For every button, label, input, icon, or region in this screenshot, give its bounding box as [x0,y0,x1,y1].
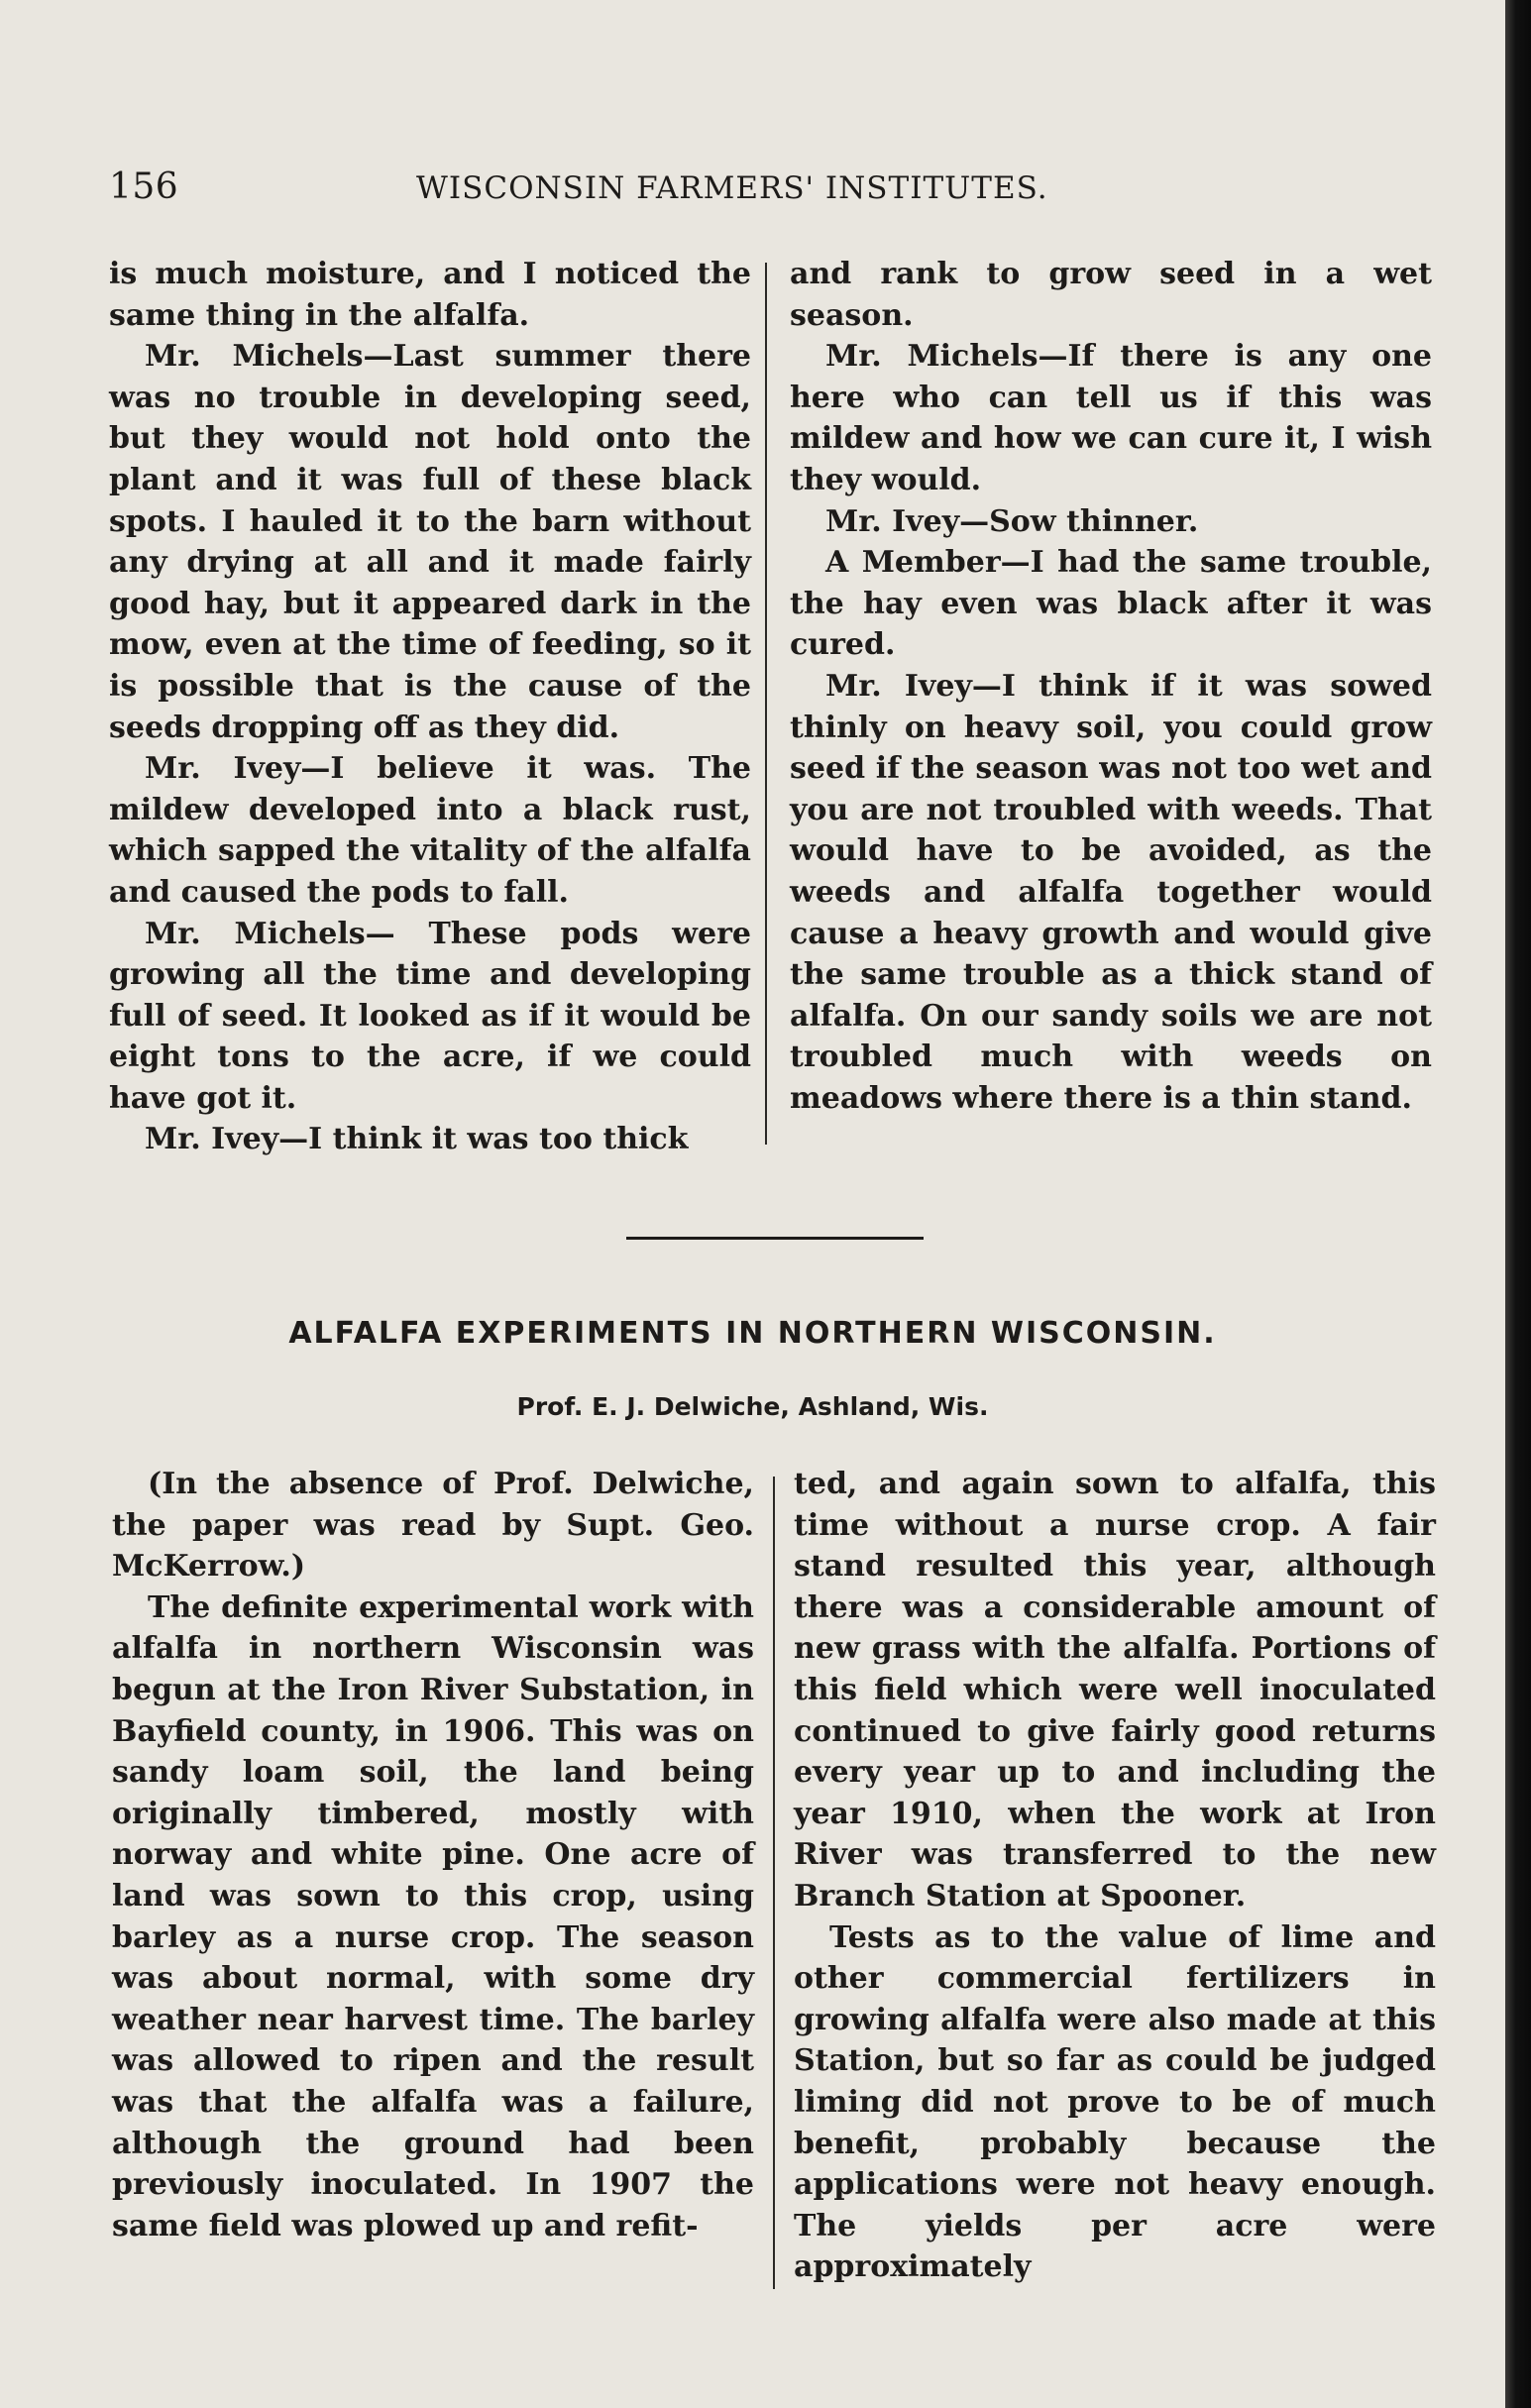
column-divider [773,1477,775,2289]
paragraph: Mr. Michels—Last summer there was no trouble in developing seed, but they would not hold onto the plant and it was full of these black spots. I hauled it to the barn without any drying at all and it made fairly good hay, but it appeared dark in the mow, even at the time of feeding, so it is possible that is the cause of the seeds dropping off as they did. [109,339,751,745]
article-byline: Prof. E. J. Delwiche, Ashland, Wis. [516,1392,989,1421]
paragraph: Mr. Michels—If there is any one here who can tell us if this was mildew and how we can cure it, I wish they would. [790,339,1432,497]
paragraph: (In the absence of Prof. Delwiche, the paper was read by Supt. Geo. McKerrow.) [112,1467,754,1585]
discussion-left-column [109,254,751,1160]
paragraph: ted, and again sown to alfalfa, this time without a nurse crop. A fair stand resulted this year, although there was a considerable amount of new grass with the alfalfa. Portions of this field which were well inoculated continued to give fairly good returns every year up to and including the year 1910, when the work at Iron River was transferred to the new Branch Station at Spooner. [794,1467,1436,1914]
paragraph: Mr. Ivey—I think it was too thick [145,1122,689,1157]
discussion-right-column [790,254,1432,1119]
paragraph: Tests as to the value of lime and other commercial fertilizers in growing alfalfa were also made at this Station, but so far as could be judged liming did not prove to be of much benefit, probably because the applications were not heavy enough. The yields per acre were approximately [794,1919,1436,2285]
page-number: 156 [109,166,179,207]
paragraph: Mr. Michels— These pods were growing all the time and developing full of seed. It looked as if it would be eight tons to the acre, if we could have got it. [109,916,751,1116]
article-title: ALFALFA EXPERIMENTS IN NORTHERN WISCONSIN. [288,1316,1217,1351]
paragraph: A Member—I had the same trouble, the hay even was black after it was cured. [790,545,1432,663]
paragraph: Mr. Ivey—I think if it was sowed thinly on heavy soil, you could grow seed if the season was not too wet and you are not troubled with weeds. That would have to be avoided, as the weeds and alfalfa together would cause a heavy growth and would give the same trouble as a thick stand of alfalfa. On our sandy soils we are not troubled much with weeds on meadows where there is a thin stand. [790,668,1432,1116]
section-divider [626,1237,924,1240]
article-left-column [112,1464,754,2246]
paragraph: is much moisture, and I noticed the same thing in the alfalfa. [109,257,751,333]
paragraph: Mr. Ivey—I believe it was. The mildew developed into a black rust, which sapped the vitality of the alfalfa and caused the pods to fall. [109,751,751,910]
paragraph: Mr. Ivey—Sow thinner. [825,503,1199,539]
paragraph: The definite experimental work with alfalfa in northern Wisconsin was begun at the Iron River Substation, in Bayfield county, in 1906. This was on sandy loam soil, the land being originally timbered, mostly with norway and white pine. One acre of land was sown to this crop, using barley as a nurse crop. The season was about normal, with some dry weather near harvest time. The barley was allowed to ripen and the result was that the alfalfa was a failure, although the ground had been previously inoculated. In 1907 the same field was plowed up and refit- [112,1589,754,2244]
paragraph: and rank to grow seed in a wet season. [790,257,1432,333]
article-right-column [794,1464,1436,2288]
running-title: WISCONSIN FARMERS' INSTITUTES. [416,170,1048,206]
column-divider [765,263,767,1145]
page-binding-edge [1505,0,1531,2408]
